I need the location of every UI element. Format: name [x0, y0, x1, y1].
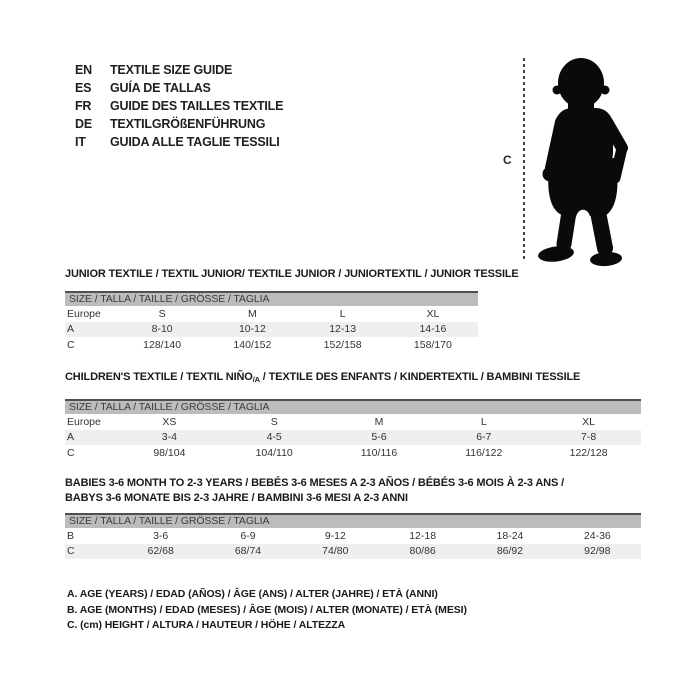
row-label: C [67, 338, 75, 351]
table-title-babies [65, 476, 641, 506]
table-row [65, 528, 641, 544]
size-cell: 8-10 [117, 322, 207, 338]
language-label: GUÍA DE TALLAS [110, 81, 211, 95]
size-cell: 158/170 [413, 338, 452, 351]
size-cell: 152/158 [323, 338, 362, 351]
language-code: IT [75, 135, 86, 149]
title-subscript: /A [252, 375, 260, 384]
size-cell: 6-7 [431, 430, 536, 446]
size-table-junior [65, 267, 519, 353]
table-row [65, 544, 641, 560]
size-cell: XL [426, 307, 440, 320]
size-cell: 92/98 [554, 544, 641, 560]
measurement-figure [495, 48, 655, 273]
language-label: GUIDA ALLE TAGLIE TESSILI [110, 135, 280, 149]
size-cell: 6-9 [240, 529, 256, 542]
language-row-it [75, 133, 283, 151]
size-cell: 104/110 [255, 446, 293, 459]
footnote-a: A. AGE (YEARS) / EDAD (AÑOS) / ÂGE (ANS) / ALTER (JAHRE) / ETÀ (ANNI) [67, 588, 438, 600]
language-code: FR [75, 99, 92, 113]
size-cell: L [480, 415, 487, 428]
size-cell: 4-5 [222, 430, 327, 446]
size-cell: 10-12 [207, 322, 297, 338]
size-cell: 128/140 [143, 338, 182, 351]
title-line-1: BABIES 3-6 MONTH TO 2-3 YEARS / BEBÉS 3-6 MESES A 2-3 AÑOS / BÉBÉS 3-6 MOIS À 2-3 ANS / [65, 477, 564, 489]
language-label: TEXTILE SIZE GUIDE [110, 63, 233, 77]
size-cell: 122/128 [569, 446, 608, 459]
babies-size-table [65, 528, 641, 559]
table-row [65, 306, 478, 322]
height-dashed-line [522, 58, 526, 261]
footnote-c: C. (cm) HEIGHT / ALTURA / HAUTEUR / HÖHE / ALTEZZA [67, 619, 346, 631]
size-cell: XL [582, 415, 596, 428]
height-measure-label: C [503, 153, 512, 167]
language-code: ES [75, 81, 92, 95]
size-cell: 9-12 [324, 529, 346, 542]
size-cell: 12-13 [298, 322, 388, 338]
size-header-bar: SIZE / TALLA / TAILLE / GRÖSSE / TAGLIA [65, 399, 641, 414]
table-row [65, 322, 478, 338]
language-row-fr [75, 97, 283, 115]
size-header-bar: SIZE / TALLA / TAILLE / GRÖSSE / TAGLIA [65, 291, 478, 306]
size-header-bar: SIZE / TALLA / TAILLE / GRÖSSE / TAGLIA [65, 513, 641, 528]
size-cell: S [158, 307, 166, 320]
size-cell: M [248, 307, 257, 320]
size-cell: 68/74 [204, 544, 291, 560]
size-cell: 14-16 [388, 322, 478, 338]
size-cell: L [339, 307, 346, 320]
row-label: B [67, 529, 75, 542]
size-cell: 24-36 [583, 529, 611, 542]
size-table-children [65, 370, 641, 461]
size-cell: 62/68 [117, 544, 204, 560]
language-code: DE [75, 117, 92, 131]
table-row [65, 414, 641, 430]
language-row-de [75, 115, 283, 133]
language-label: TEXTILGRÖßENFÜHRUNG [110, 117, 266, 131]
junior-size-table [65, 306, 478, 353]
title-line-2: BABYS 3-6 MONATE BIS 2-3 JAHRE / BAMBINI 3-6 MESI A 2-3 ANNI [65, 492, 408, 504]
size-cell: S [270, 415, 278, 428]
size-cell: M [374, 415, 384, 428]
size-cell: 3-6 [153, 529, 169, 542]
size-table-babies [65, 476, 641, 559]
table-row [65, 337, 478, 353]
children-size-table [65, 414, 641, 461]
size-cell: 98/104 [153, 446, 186, 459]
row-label: A [65, 322, 117, 338]
size-cell: XS [162, 415, 177, 428]
row-label: Europe [67, 415, 101, 428]
row-label: C [65, 544, 117, 560]
table-title-junior: JUNIOR TEXTILE / TEXTIL JUNIOR/ TEXTILE JUNIOR / JUNIORTEXTIL / JUNIOR TESSILE [65, 268, 519, 280]
size-cell: 86/92 [466, 544, 553, 560]
table-row [65, 445, 641, 461]
footnote-legend [67, 587, 467, 634]
title-segment: / TEXTILE DES ENFANTS / KINDERTEXTIL / BAMBINI TESSILE [259, 371, 581, 383]
size-cell: 140/152 [233, 338, 272, 351]
language-row-en [75, 61, 283, 79]
title-segment: CHILDREN'S TEXTILE / TEXTIL NIÑO [65, 371, 253, 383]
size-cell: 3-4 [117, 430, 222, 446]
size-cell: 80/86 [379, 544, 466, 560]
size-cell: 18-24 [496, 529, 524, 542]
language-list [75, 61, 283, 151]
language-label: GUIDE DES TAILLES TEXTILE [110, 99, 284, 113]
language-row-es [75, 79, 283, 97]
table-title-children [65, 370, 641, 387]
table-row [65, 430, 641, 446]
size-cell: 12-18 [409, 529, 437, 542]
size-cell: 110/116 [360, 446, 398, 459]
size-cell: 7-8 [536, 430, 641, 446]
language-code: EN [75, 63, 92, 77]
size-cell: 116/122 [465, 446, 503, 459]
row-label: Europe [67, 307, 101, 320]
size-cell: 74/80 [292, 544, 379, 560]
baby-silhouette-icon [528, 52, 633, 267]
row-label: C [67, 446, 75, 459]
size-cell: 5-6 [327, 430, 432, 446]
footnote-b: B. AGE (MONTHS) / EDAD (MESES) / ÂGE (MOIS) / ALTER (MONATE) / ETÀ (MESI) [67, 603, 467, 616]
row-label: A [65, 430, 117, 446]
